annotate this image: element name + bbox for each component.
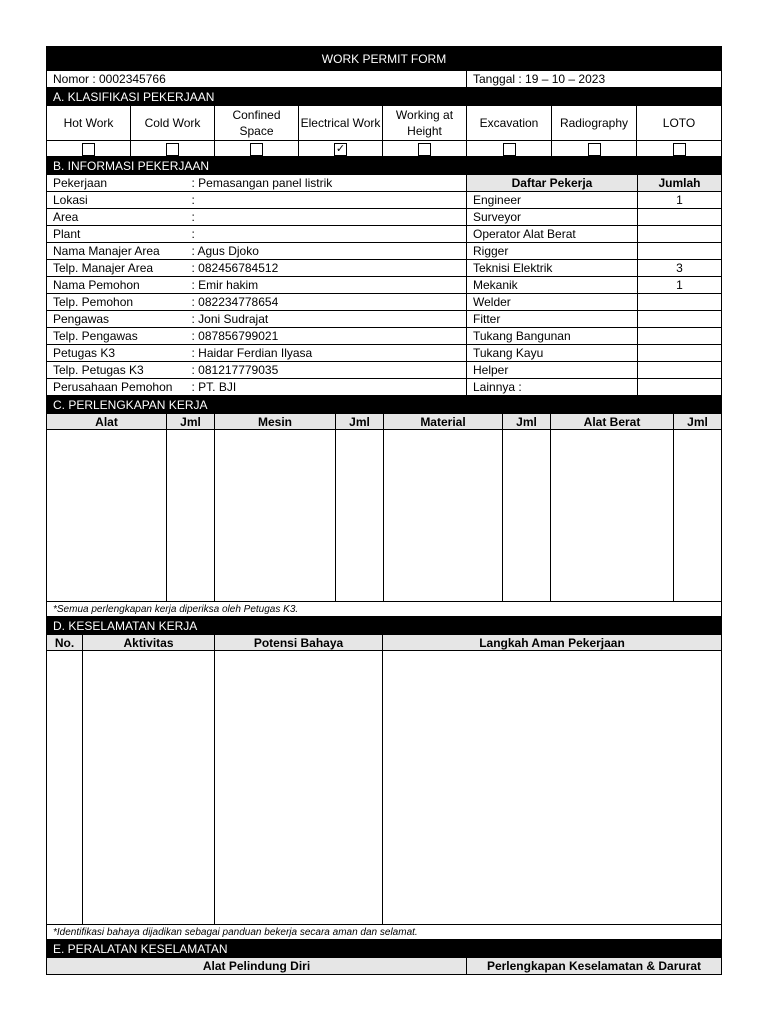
- section-c-title: C. PERLENGKAPAN KERJA: [47, 397, 722, 414]
- info-value: :: [192, 209, 467, 226]
- equipment-column-header: Jml: [336, 414, 384, 430]
- equipment-column-header: Material: [384, 414, 503, 430]
- section-a-table: [46, 88, 722, 157]
- work-type-checkbox-cell: [299, 141, 383, 157]
- section-d-note: *Identifikasi bahaya dijadikan sebagai panduan bekerja secara aman dan selamat.: [47, 925, 722, 940]
- worker-type: Mekanik: [467, 277, 638, 294]
- worker-count: 1: [638, 192, 722, 209]
- work-type-checkbox-cell: [47, 141, 131, 157]
- checkbox-icon[interactable]: [588, 143, 601, 156]
- worker-type: Tukang Kayu: [467, 345, 638, 362]
- checkbox-icon[interactable]: [82, 143, 95, 156]
- worker-count: [638, 362, 722, 379]
- info-value: : Pemasangan panel listrik: [192, 175, 467, 192]
- work-type-checkbox-cell: [552, 141, 637, 157]
- info-label: Telp. Petugas K3: [47, 362, 192, 379]
- section-c-note: *Semua perlengkapan kerja diperiksa oleh Petugas K3.: [47, 602, 722, 617]
- worker-count: [638, 226, 722, 243]
- checkbox-icon[interactable]: [503, 143, 516, 156]
- worker-count: [638, 243, 722, 260]
- equipment-cell[interactable]: [503, 430, 551, 602]
- info-value: : Agus Djoko: [192, 243, 467, 260]
- work-type-label: Radiography: [552, 106, 637, 141]
- safety-equipment-header: Alat Pelindung Diri: [47, 958, 467, 975]
- equipment-cell[interactable]: [215, 430, 336, 602]
- work-type-checkbox-cell: [383, 141, 467, 157]
- info-value: : 087856799021: [192, 328, 467, 345]
- equipment-column-header: Jml: [167, 414, 215, 430]
- worker-type: Surveyor: [467, 209, 638, 226]
- work-type-checkbox-cell: [467, 141, 552, 157]
- checkbox-icon[interactable]: [418, 143, 431, 156]
- section-e-title: E. PERALATAN KESELAMATAN: [47, 941, 722, 958]
- header-table: [46, 46, 722, 88]
- info-value: :: [192, 192, 467, 209]
- equipment-column-header: Alat Berat: [551, 414, 674, 430]
- worker-type: Lainnya :: [467, 379, 638, 396]
- section-d-table: [46, 617, 722, 940]
- checkbox-icon[interactable]: [673, 143, 686, 156]
- info-label: Telp. Manajer Area: [47, 260, 192, 277]
- checked-checkbox-icon[interactable]: ✓: [335, 142, 346, 155]
- info-value: : 082456784512: [192, 260, 467, 277]
- equipment-column-header: Jml: [674, 414, 722, 430]
- equipment-cell[interactable]: [336, 430, 384, 602]
- info-value: : 081217779035: [192, 362, 467, 379]
- worker-count: [638, 311, 722, 328]
- info-label: Area: [47, 209, 192, 226]
- safety-column-header: Aktivitas: [83, 635, 215, 651]
- worker-count: 1: [638, 277, 722, 294]
- worker-type: Operator Alat Berat: [467, 226, 638, 243]
- work-type-label: Working at Height: [383, 106, 467, 141]
- safety-equipment-header: Perlengkapan Keselamatan & Darurat: [467, 958, 722, 975]
- work-type-checkbox-cell: [637, 141, 722, 157]
- checkbox-icon[interactable]: [166, 143, 179, 156]
- info-label: Nama Pemohon: [47, 277, 192, 294]
- worker-count: 3: [638, 260, 722, 277]
- checkbox-icon[interactable]: [250, 143, 263, 156]
- section-a-title: A. KLASIFIKASI PEKERJAAN: [47, 89, 722, 106]
- info-value: : Joni Sudrajat: [192, 311, 467, 328]
- nomor-field: Nomor : 0002345766: [47, 71, 467, 88]
- safety-cell[interactable]: [47, 651, 83, 925]
- section-d-title: D. KESELAMATAN KERJA: [47, 618, 722, 635]
- info-label: Lokasi: [47, 192, 192, 209]
- worker-type: Rigger: [467, 243, 638, 260]
- daftar-pekerja-header: Daftar Pekerja: [467, 175, 638, 192]
- worker-count: [638, 328, 722, 345]
- form-title: WORK PERMIT FORM: [47, 47, 722, 71]
- worker-type: Welder: [467, 294, 638, 311]
- worker-type: Helper: [467, 362, 638, 379]
- worker-count: [638, 345, 722, 362]
- safety-column-header: No.: [47, 635, 83, 651]
- info-label: Nama Manajer Area: [47, 243, 192, 260]
- worker-count: [638, 209, 722, 226]
- safety-cell[interactable]: [383, 651, 722, 925]
- work-type-label: Hot Work: [47, 106, 131, 141]
- equipment-cell[interactable]: [47, 430, 167, 602]
- section-c-table: [46, 396, 722, 617]
- info-value: : PT. BJI: [192, 379, 467, 396]
- equipment-column-header: Mesin: [215, 414, 336, 430]
- jumlah-header: Jumlah: [638, 175, 722, 192]
- info-label: Perusahaan Pemohon: [47, 379, 192, 396]
- section-e-table: [46, 940, 722, 975]
- info-value: : 082234778654: [192, 294, 467, 311]
- info-value: : Haidar Ferdian Ilyasa: [192, 345, 467, 362]
- worker-type: Engineer: [467, 192, 638, 209]
- section-b-title: B. INFORMASI PEKERJAAN: [47, 158, 722, 175]
- section-b-table: [46, 157, 722, 396]
- info-label: Plant: [47, 226, 192, 243]
- worker-count: [638, 294, 722, 311]
- equipment-cell[interactable]: [674, 430, 722, 602]
- safety-cell[interactable]: [215, 651, 383, 925]
- info-value: : Emir hakim: [192, 277, 467, 294]
- work-type-label: Cold Work: [131, 106, 215, 141]
- work-type-label: LOTO: [637, 106, 722, 141]
- work-type-checkbox-cell: [131, 141, 215, 157]
- work-type-label: Electrical Work: [299, 106, 383, 141]
- equipment-cell[interactable]: [551, 430, 674, 602]
- worker-type: Teknisi Elektrik: [467, 260, 638, 277]
- equipment-column-header: Jml: [503, 414, 551, 430]
- equipment-cell[interactable]: [167, 430, 215, 602]
- safety-column-header: Potensi Bahaya: [215, 635, 383, 651]
- work-type-label: Excavation: [467, 106, 552, 141]
- info-label: Petugas K3: [47, 345, 192, 362]
- equipment-cell[interactable]: [384, 430, 503, 602]
- info-label: Pengawas: [47, 311, 192, 328]
- safety-cell[interactable]: [83, 651, 215, 925]
- info-label: Telp. Pemohon: [47, 294, 192, 311]
- worker-count: [638, 379, 722, 396]
- equipment-column-header: Alat: [47, 414, 167, 430]
- info-value: :: [192, 226, 467, 243]
- work-type-label: Confined Space: [215, 106, 299, 141]
- work-type-checkbox-cell: [215, 141, 299, 157]
- worker-type: Tukang Bangunan: [467, 328, 638, 345]
- info-label: Telp. Pengawas: [47, 328, 192, 345]
- worker-type: Fitter: [467, 311, 638, 328]
- info-label: Pekerjaan: [47, 175, 192, 192]
- work-permit-form: [46, 46, 721, 975]
- safety-column-header: Langkah Aman Pekerjaan: [383, 635, 722, 651]
- tanggal-field: Tanggal : 19 – 10 – 2023: [467, 71, 722, 88]
